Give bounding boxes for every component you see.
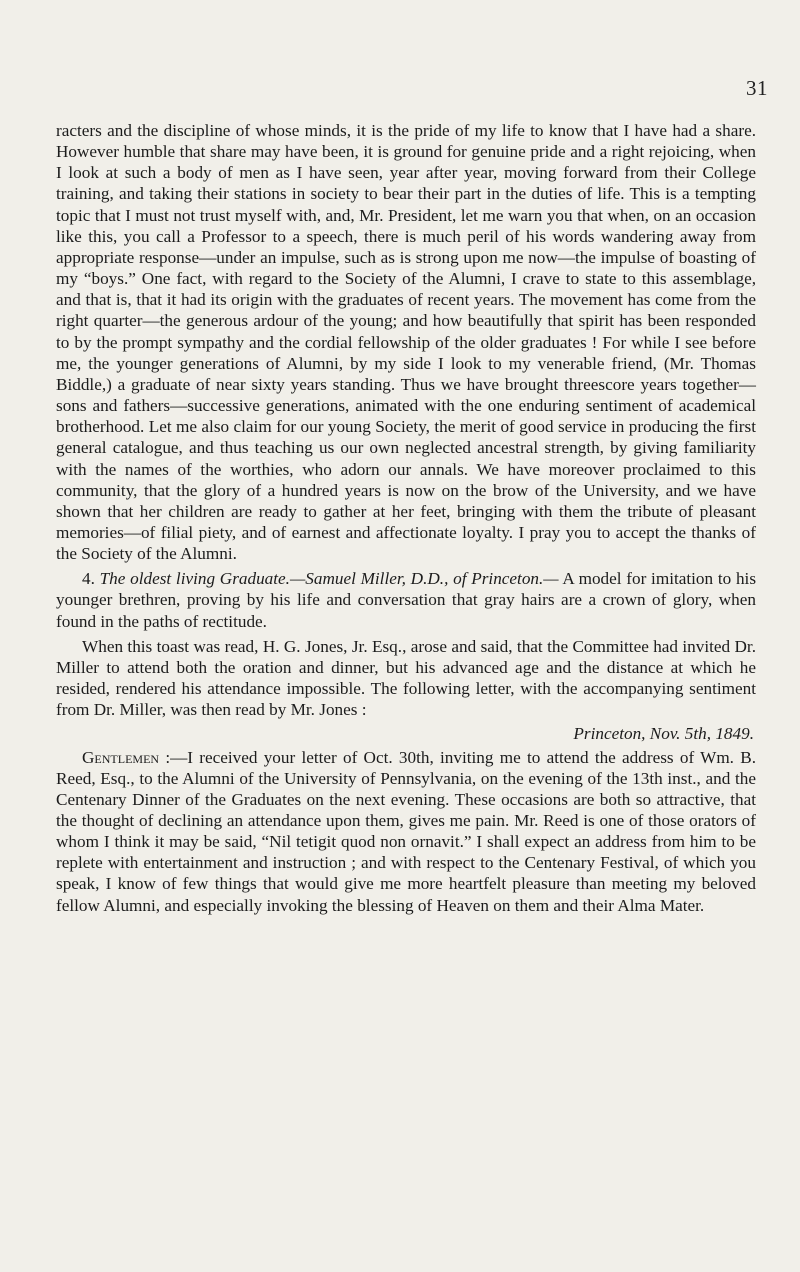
- dateline-text: Princeton, Nov. 5th, 1849.: [573, 724, 754, 744]
- letter-salutation: Gentlemen: [82, 747, 160, 767]
- letter-body: :—I received your letter of Oct. 30th, inviting me to attend the address of Wm. B. Reed, Esq., to the Alumni of the University of Pennsylvania, on the evening of the 13th inst., and the Centenary Dinner of the Graduates on the next evening. These occasions are both so attractive, that the thought of declining an attendance upon them, gives me pain. Mr. Reed is one of those orators of whom I think it may be said, “Nil tetigit quod non ornavit.” I shall expect an address from him to be replete with entertainment and instruction ; and with respect to the Centenary Festival, of which you speak, I know of few things that would give me more heartfelt pleasure than meeting my beloved fellow Alumni, and especially invoking the blessing of Heaven on them and their Alma Mater.: [56, 747, 756, 915]
- paragraph-narration: When this toast was read, H. G. Jones, Jr. Esq., arose and said, that the Committee had invited Dr. Miller to attend both the oration and dinner, but his advanced age and the distance at which he resided, rendered his attendance impossible. The following letter, with the accompanying sentiment from Dr. Miller, was then read by Mr. Jones :: [56, 636, 756, 720]
- toast-number: 4.: [82, 569, 95, 589]
- page-number: 31: [746, 76, 768, 100]
- page-text: [56, 120, 756, 916]
- toast-body: A model for imitation to his younger brethren, proving by his life and conversation that gray hairs are a crown of glory, when found in the paths of rectitude.: [56, 569, 757, 631]
- letter-dateline: [56, 723, 756, 744]
- paragraph-speech-continuation: racters and the discipline of whose minds, it is the pride of my life to know that I have had a share. However humble that share may have been, it is ground for genuine pride and a right rejoicing, when I look at such a body of men as I have seen, year after year, moving forward from their College training, and taking their stations in society to bear their part in the duties of life. This is a tempting topic that I must not trust myself with, and, Mr. President, let me warn you that when, on an occasion like this, you call a Professor to a speech, there is much peril of his words wandering away from appropriate response—under an impulse, such as is strong upon me now—the impulse of boasting of my “boys.” One fact, with regard to the Society of the Alumni, I crave to state to this assemblage, and that is, that it had its origin with the graduates of recent years. The movement has come from the right quarter—the generous ardour of the young; and how beautifully that spirit has been responded to by the prompt sympathy and the cordial fellowship of the older graduates ! For while I see before me, the younger generations of Alumni, by my side I look to my venerable friend, (Mr. Thomas Biddle,) a graduate of near sixty years standing. Thus we have brought threescore years together—sons and fathers—successive generations, animated with the one enduring sentiment of academical brotherhood. Let me also claim for our young Society, the merit of good service in producing the first general catalogue, and thus teaching us our own neglected ancestral strength, by giving familiarity with the names of the worthies, who adorn our annals. We have moreover proclaimed to this community, that the glory of a hundred years is now on the brow of the University, and we have shown that her children are ready to gather at her feet, bringing with them the tribute of pleasant memories—of filial piety, and of earnest and affectionate loyalty. I pray you to accept the thanks of the Society of the Alumni.: [56, 121, 756, 564]
- paragraph-toast: [56, 568, 756, 631]
- paragraph-letter: [56, 747, 756, 916]
- toast-title: The oldest living Graduate.—Samuel Miller, D.D., of Princeton.—: [99, 569, 559, 589]
